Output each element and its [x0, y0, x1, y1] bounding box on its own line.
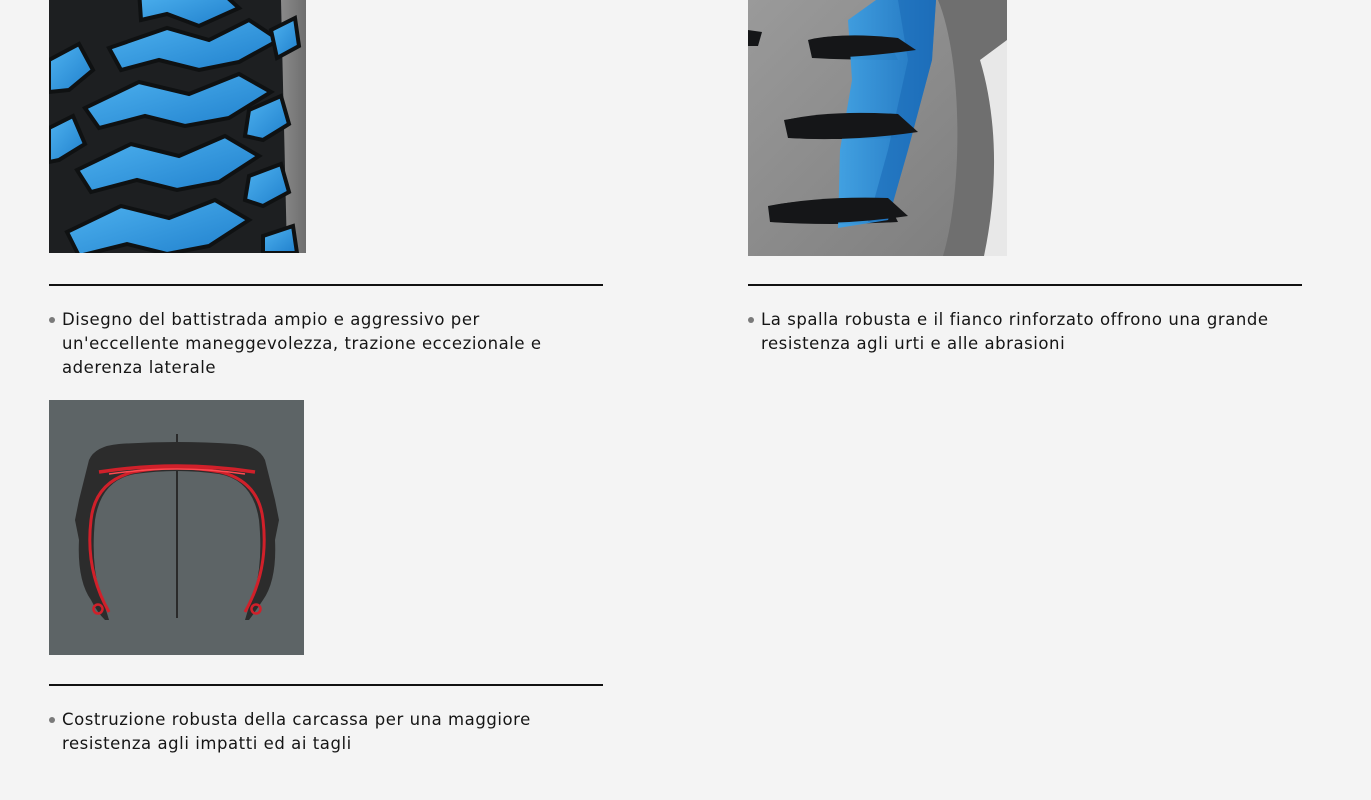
feature-description: Disegno del battistrada ampio e aggressivo per un'eccellente maneggevolezza, trazione eccezionale e aderenza laterale — [62, 310, 542, 377]
feature-bullet — [748, 308, 1302, 356]
divider — [49, 684, 603, 686]
bullet-icon — [49, 317, 55, 323]
divider — [49, 284, 603, 286]
tread-pattern-image — [49, 0, 306, 253]
casing-cross-section-image — [49, 400, 304, 655]
bullet-icon — [49, 717, 55, 723]
feature-description: Costruzione robusta della carcassa per una maggiore resistenza agli impatti ed ai tagli — [62, 710, 531, 753]
feature-bullet — [49, 308, 603, 380]
divider — [748, 284, 1302, 286]
feature-description: La spalla robusta e il fianco rinforzato offrono una grande resistenza agli urti e alle abrasioni — [761, 310, 1269, 353]
shoulder-sidewall-image — [748, 0, 1007, 256]
bullet-icon — [748, 317, 754, 323]
feature-bullet — [49, 708, 603, 756]
